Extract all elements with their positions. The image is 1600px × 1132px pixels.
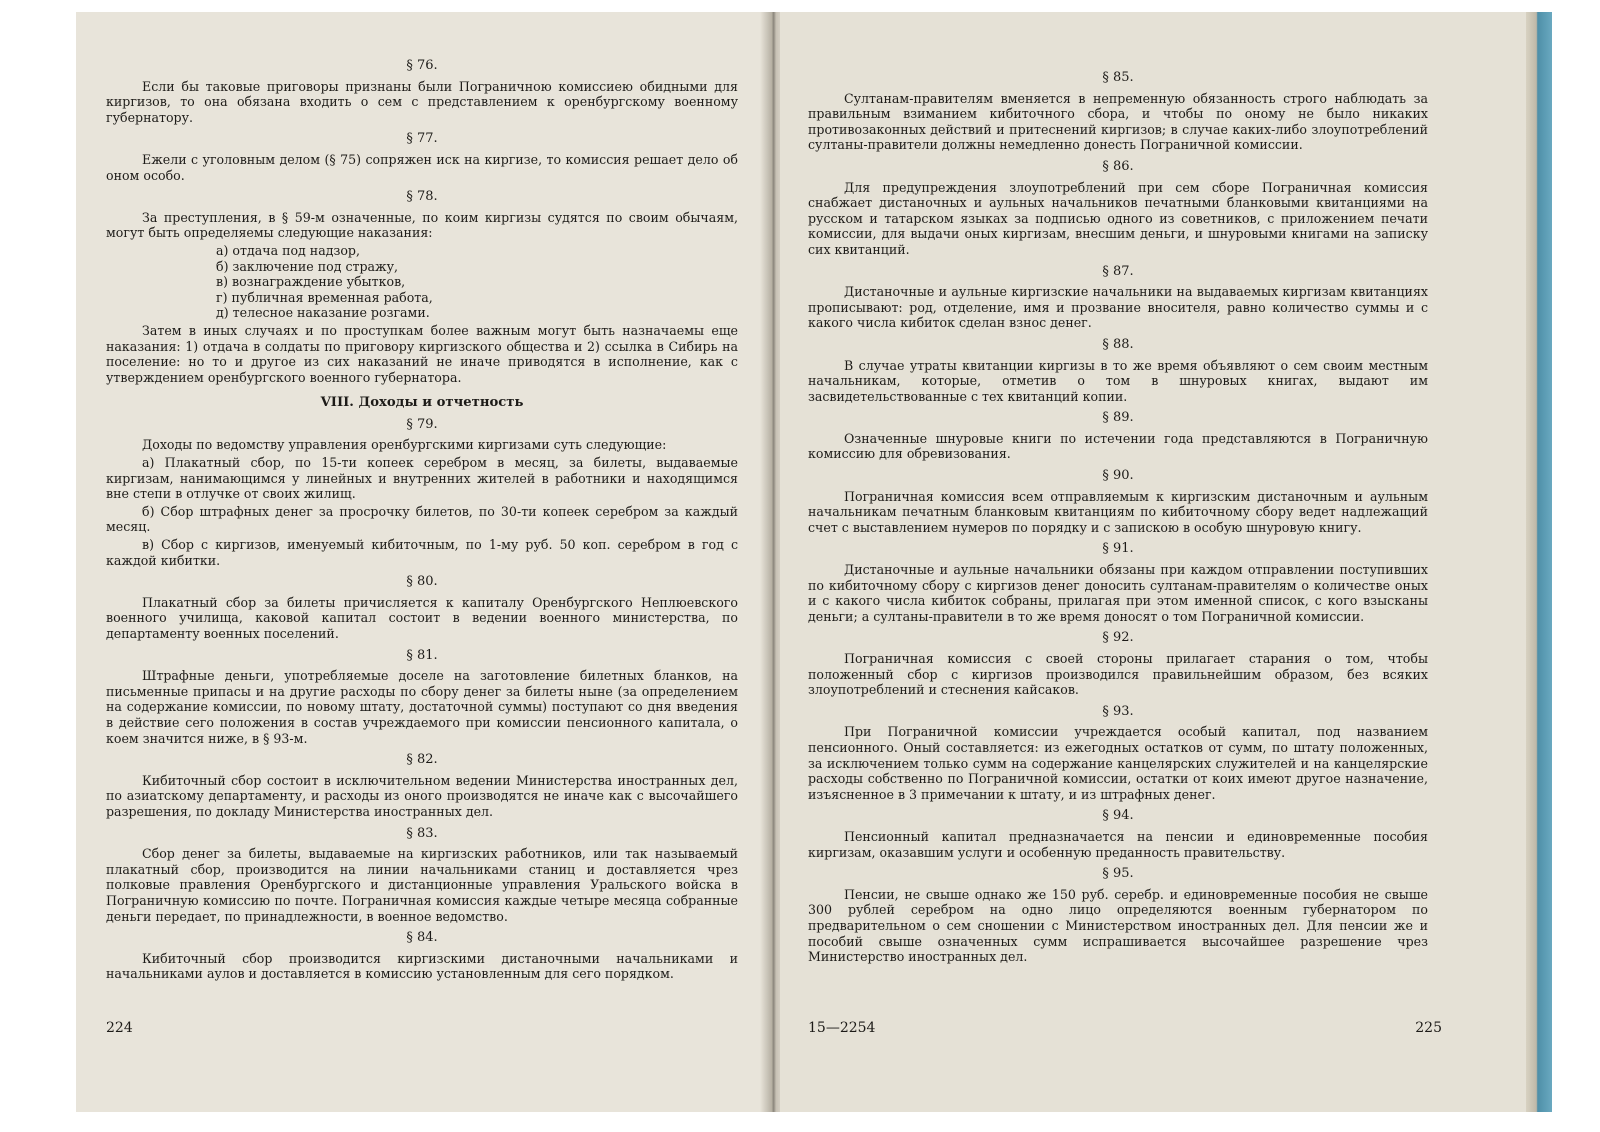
section-heading: § 93. (1102, 703, 1134, 719)
paragraph: Сбор денег за билеты, выдаваемые на киргизских работников, или так называемый плакатный сбор, производится на линии начальниками станиц и доставляется чрез полковые правления Оренбургского и дистанционные управления Уральского войска в Пограничную комиссию по почте. Пограничная комиссия каждые четыре месяца собранные деньги передает, по принадлежности, в военное ведомство. (106, 846, 738, 924)
section-heading: § 84. (406, 930, 438, 946)
paragraph: В случае утраты квитанции киргизы в то же время объявляют о сем своим местным начальникам, которые, отметив о том в шнуровых книгах, выдают им засвидетельствованные с тех квитанций копии. (808, 357, 1428, 404)
book-page-edge (1526, 12, 1552, 1112)
section-heading: § 78. (406, 189, 438, 205)
list-item: б) заключение под стражу, (216, 258, 399, 274)
paragraph: Дистаночные и аульные начальники обязаны при каждом отправлении поступивших по кибиточному сбору с киргизов денег доносить султанам-правителям о количестве оных и с какого числа кибиток собраны, прилагая при этом именной список, с кого взысканы деньги; а султаны-правители в то же время доносят о том Пограничной комиссии. (808, 562, 1428, 624)
left-page-text (106, 52, 738, 984)
paragraph: Плакатный сбор за билеты причисляется к капиталу Оренбургского Неплюевского военного училища, каковой капитал состоит в ведении военного министерства, по департаменту военных поселений. (106, 594, 738, 641)
printer-signature-mark: 15—2254 (808, 1020, 876, 1036)
paragraph: Пограничная комиссия всем отправляемым к киргизским дистаночным и аульным начальникам печатным бланковым квитанциям по кибиточному сбору ведет надлежащий счет с выставлением нумеров по порядку и с запискою в особую шнуровую книгу. (808, 488, 1428, 535)
paragraph: Доходы по ведомству управления оренбургскими киргизами суть следующие: (142, 437, 667, 453)
chapter-heading: VIII. Доходы и отчетность (320, 395, 524, 411)
list-item: г) публичная временная работа, (216, 289, 433, 305)
section-heading: § 87. (1102, 263, 1134, 279)
book-spread (76, 12, 1552, 1112)
section-heading: § 95. (1102, 866, 1134, 882)
section-heading: § 94. (1102, 808, 1134, 824)
section-heading: § 83. (406, 825, 438, 841)
right-page (780, 12, 1552, 1112)
section-heading: § 91. (1102, 541, 1134, 557)
paragraph: Штрафные деньги, употребляемые доселе на заготовление билетных бланков, на письменные припасы и на другие расходы по сбору денег за билеты ныне (за определением на содержание комиссии, по новому штату, достаточной суммы) поступают со дня введения в действие сего положения в состав учреждаемого при комиссии пенсионного капитала, о коем значится ниже, в § 93-м. (106, 668, 738, 746)
paragraph: Означенные шнуровые книги по истечении года представляются в Пограничную комиссию для обревизования. (808, 430, 1428, 462)
paragraph: Кибиточный сбор состоит в исключительном ведении Министерства иностранных дел, по азиатскому департаменту, и расходы из оного производятся не иначе как с высочайшего разрешения, по докладу Министерства иностранных дел. (106, 772, 738, 819)
section-heading: § 85. (1102, 70, 1134, 85)
paragraph: Кибиточный сбор производится киргизскими дистаночными начальниками и начальниками аулов и доставляется в комиссию установленным для сего порядком. (106, 950, 738, 982)
list-item: в) вознаграждение убытков, (216, 274, 406, 290)
list-item: д) телесное наказание розгами. (216, 305, 430, 321)
paragraph: При Пограничной комиссии учреждается особый капитал, под названием пенсионного. Оный составляется: из ежегодных остатков от сумм, по штату положенных, за исключением только сумм на содержание канцелярских служителей и на канцелярские расходы собственно по Пограничной комиссии, остатки от коих имеют другое назначение, изъясненное в 3 примечании к штату, и из штрафных денег. (808, 724, 1428, 802)
section-heading: § 77. (406, 131, 438, 147)
right-page-text (808, 64, 1428, 967)
paragraph: а) Плакатный сбор, по 15-ти копеек серебром в месяц, за билеты, выдаваемые киргизам, нанимающимся у линейных и внутренних жителей в работники и находящимся вне степи в отлучке от своих жилищ. (106, 455, 738, 502)
section-heading: § 81. (406, 647, 438, 663)
left-page (76, 12, 768, 1112)
paragraph: Пограничная комиссия с своей стороны прилагает старания о том, чтобы положенный сбор с киргизов производился правильнейшим образом, без всяких злоупотреблений и стеснения кайсаков. (808, 651, 1428, 698)
paragraph: Пенсии, не свыше однако же 150 руб. серебр. и единовременные пособия не свыше 300 рублей серебром на одно лицо определяются военным губернатором по предварительном о сем сношении с Министерством иностранных дел. Для пенсии же и пособий свыше означенных сумм испрашивается высочайшее разрешение чрез Министерство иностранных дел. (808, 886, 1428, 965)
section-heading: § 90. (1102, 468, 1134, 484)
paragraph: Если бы таковые приговоры признаны были Пограничною комиссиею обидными для киргизов, то она обязана входить о сем с представлением к оренбургскому военному губернатору. (106, 78, 738, 125)
section-heading: § 89. (1102, 410, 1134, 426)
section-heading: § 76. (406, 58, 438, 73)
paragraph: Ежели с уголовным делом (§ 75) сопряжен иск на киргизе, то комиссия решает дело об оном особо. (106, 151, 738, 183)
paragraph: Для предупреждения злоупотреблений при сем сборе Пограничная комиссия снабжает дистаночных и аульных начальников печатными бланковыми квитанциями на русском и татарском языках за подписью одного из советников, с приложением печати комиссии, для выдачи оных киргизам, внесшим деньги, и шнуровыми книгами на записку сих квитанций. (808, 179, 1428, 257)
paragraph: Дистаночные и аульные киргизские начальники на выдаваемых киргизам квитанциях прописывают: род, отделение, имя и прозвание вносителя, равно количество суммы и с какого числа кибиток сделан взнос денег. (808, 284, 1428, 331)
section-heading: § 80. (406, 574, 438, 590)
section-heading: § 88. (1102, 336, 1134, 352)
paragraph: в) Сбор с киргизов, именуемый кибиточным, по 1-му руб. 50 коп. серебром в год с каждой кибитки. (106, 537, 738, 568)
section-heading: § 92. (1102, 630, 1134, 646)
section-heading: § 79. (406, 416, 438, 432)
section-heading: § 86. (1102, 158, 1134, 174)
paragraph: Затем в иных случаях и по проступкам более важным могут быть назначаемы еще наказания: 1) отдача в солдаты по приговору киргизского общества и 2) ссылка в Сибирь на поселение: но то и другое из сих наказаний не иначе приводятся в исполнение, как с утверждением оренбургского военного губернатора. (106, 322, 738, 385)
paragraph: Султанам-правителям вменяется в непременную обязанность строго наблюдать за правильным взиманием кибиточного сбора, и чтобы по оному не было никаких противозаконных действий и притеснений киргизов; в случае каких-либо злоупотреблений султаны-правители должны немедленно донесть Пограничной комиссии. (808, 90, 1428, 153)
page-number-left: 224 (106, 1020, 133, 1036)
section-heading: § 82. (406, 752, 438, 768)
list-item: а) отдача под надзор, (216, 242, 360, 258)
page-number-right: 225 (1415, 1020, 1442, 1036)
paragraph: б) Сбор штрафных денег за просрочку билетов, по 30-ти копеек серебром за каждый месяц. (106, 503, 738, 535)
paragraph: Пенсионный капитал предназначается на пенсии и единовременные пособия киргизам, оказавшим услуги и особенную преданность правительству. (808, 828, 1428, 860)
paragraph: За преступления, в § 59-м означенные, по коим киргизы судятся по своим обычаям, могут быть определяемы следующие наказания: (106, 209, 738, 241)
punishment-list (216, 243, 738, 321)
